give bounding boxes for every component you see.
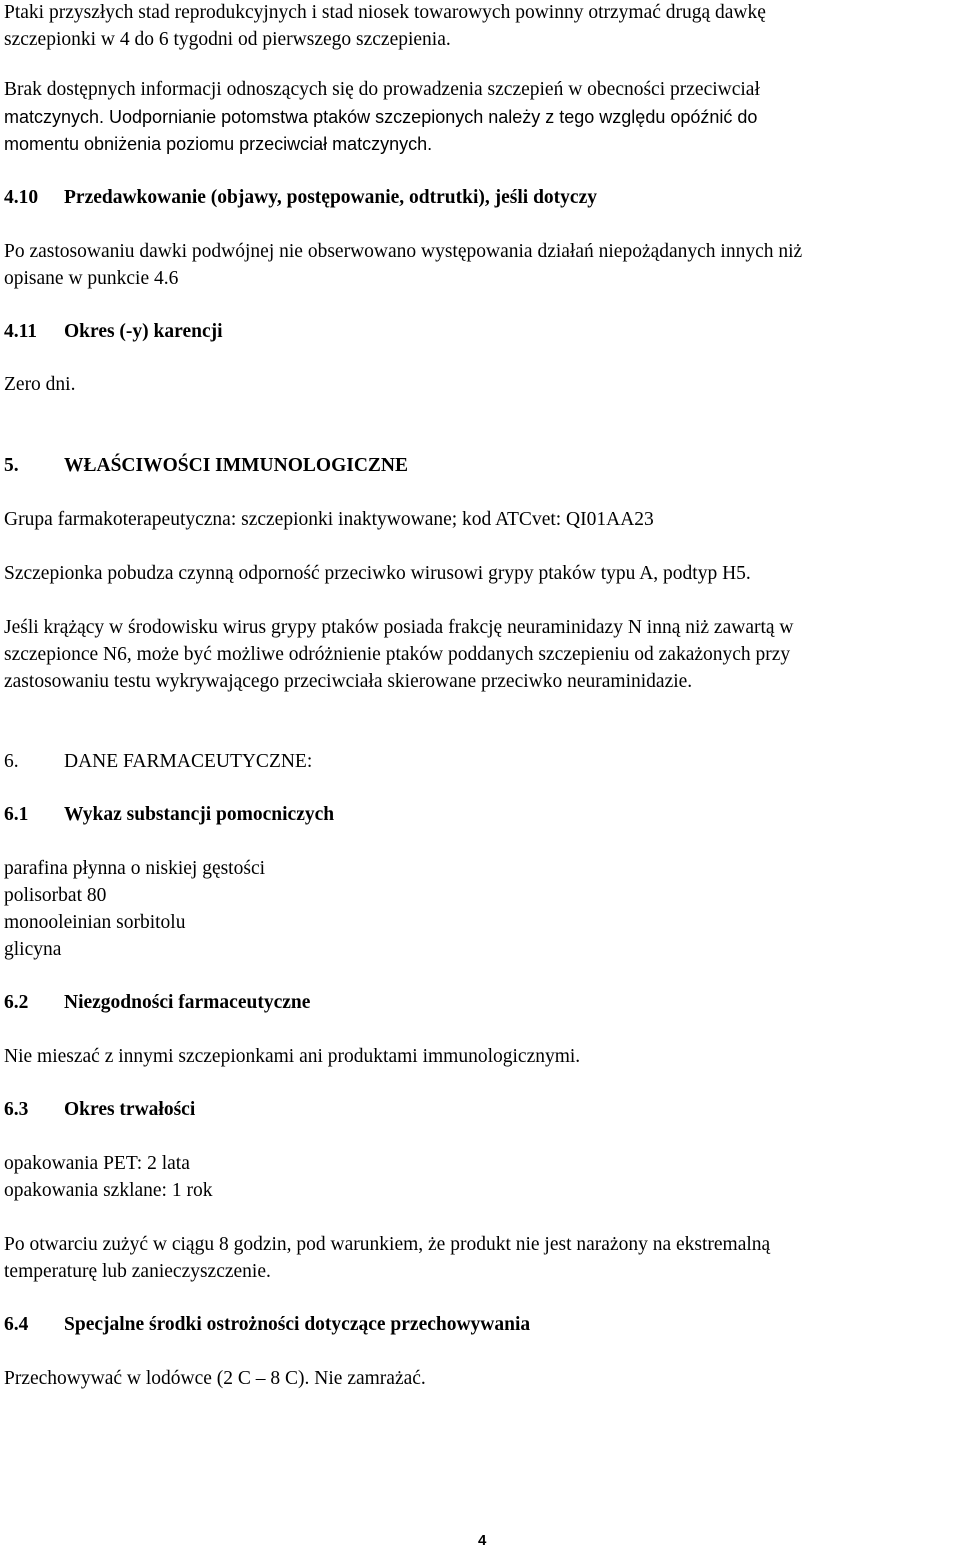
section-6-2-title: Niezgodności farmaceutyczne <box>64 992 311 1013</box>
shelf-life-after-opening-line-2: temperaturę lub zanieczyszczenie. <box>4 1261 271 1282</box>
paragraph-maternal-antibodies-line-2: matczynych. Uodpornianie potomstwa ptaków szczepionych należy z tego względu opóźnić do <box>4 107 758 127</box>
section-4-10-text-line-2: opisane w punkcie 4.6 <box>4 268 179 289</box>
section-6-1-title: Wykaz substancji pomocniczych <box>64 804 335 825</box>
section-5-differentiation-line-1: Jeśli krążący w środowisku wirus grypy ptaków posiada frakcję neuraminidazy N inną niż zawartą w <box>4 617 794 638</box>
paragraph-maternal-antibodies-line-1: Brak dostępnych informacji odnoszących się do prowadzenia szczepień w obecności przeciwciał <box>4 79 760 100</box>
section-4-10-text-line-1: Po zastosowaniu dawki podwójnej nie obserwowano występowania działań niepożądanych innych niż <box>4 241 803 262</box>
section-5-differentiation-line-2: szczepionce N6, może być możliwe odróżnienie ptaków poddanych szczepieniu od zakażonych przy <box>4 644 791 665</box>
shelf-life-after-opening-line-1: Po otwarciu zużyć w ciągu 8 godzin, pod warunkiem, że produkt nie jest narażony na ekstremalną <box>4 1234 771 1255</box>
section-6-2-number: 6.2 <box>4 992 29 1013</box>
excipient-item: polisorbat 80 <box>4 885 107 906</box>
section-4-11-heading <box>4 319 223 345</box>
shelf-life-glass: opakowania szklane: 1 rok <box>4 1180 213 1201</box>
section-6-number: 6. <box>4 751 19 772</box>
section-6-2-text: Nie mieszać z innymi szczepionkami ani produktami immunologicznymi. <box>4 1046 581 1067</box>
section-5-heading <box>4 453 408 479</box>
section-4-11-title: Okres (-y) karencji <box>64 321 223 342</box>
section-6-1-heading <box>4 802 334 828</box>
section-6-title: DANE FARMACEUTYCZNE: <box>64 751 313 772</box>
shelf-life-pet: opakowania PET: 2 lata <box>4 1153 190 1174</box>
section-6-4-number: 6.4 <box>4 1314 29 1335</box>
section-5-number: 5. <box>4 455 19 476</box>
section-6-heading <box>4 749 312 775</box>
paragraph-maternal-antibodies-line-3: momentu obniżenia poziomu przeciwciał matczynych. <box>4 134 433 154</box>
excipient-item: glicyna <box>4 939 62 960</box>
section-5-atc-group: Grupa farmakoterapeutyczna: szczepionki inaktywowane; kod ATCvet: QI01AA23 <box>4 509 654 530</box>
section-6-3-number: 6.3 <box>4 1099 29 1120</box>
section-4-10-heading <box>4 185 597 211</box>
page-number: 4 <box>478 1532 487 1549</box>
section-6-1-number: 6.1 <box>4 804 29 825</box>
section-4-11-number: 4.11 <box>4 321 38 342</box>
section-6-4-title: Specjalne środki ostrożności dotyczące przechowywania <box>64 1314 531 1335</box>
excipient-item: monooleinian sorbitolu <box>4 912 186 933</box>
paragraph-second-dose-line-1: Ptaki przyszłych stad reprodukcyjnych i stad niosek towarowych powinny otrzymać drugą dawkę <box>4 2 766 23</box>
section-6-3-heading <box>4 1097 195 1123</box>
section-4-11-text: Zero dni. <box>4 374 76 395</box>
paragraph-second-dose-line-2: szczepionki w 4 do 6 tygodni od pierwszego szczepienia. <box>4 29 451 50</box>
section-5-differentiation-line-3: zastosowaniu testu wykrywającego przeciwciała skierowane przeciwko neuraminidazie. <box>4 671 693 692</box>
section-6-2-heading <box>4 990 310 1016</box>
section-4-10-title: Przedawkowanie (objawy, postępowanie, odtrutki), jeśli dotyczy <box>64 187 597 208</box>
section-5-stimulation: Szczepionka pobudza czynną odporność przeciwko wirusowi grypy ptaków typu A, podtyp H5. <box>4 563 751 584</box>
section-4-10-number: 4.10 <box>4 187 39 208</box>
section-6-3-title: Okres trwałości <box>64 1099 196 1120</box>
excipient-item: parafina płynna o niskiej gęstości <box>4 858 266 879</box>
section-5-title: WŁAŚCIWOŚCI IMMUNOLOGICZNE <box>64 455 409 476</box>
section-6-4-heading <box>4 1312 530 1338</box>
section-6-4-text: Przechowywać w lodówce (2 C – 8 C). Nie zamrażać. <box>4 1368 426 1389</box>
